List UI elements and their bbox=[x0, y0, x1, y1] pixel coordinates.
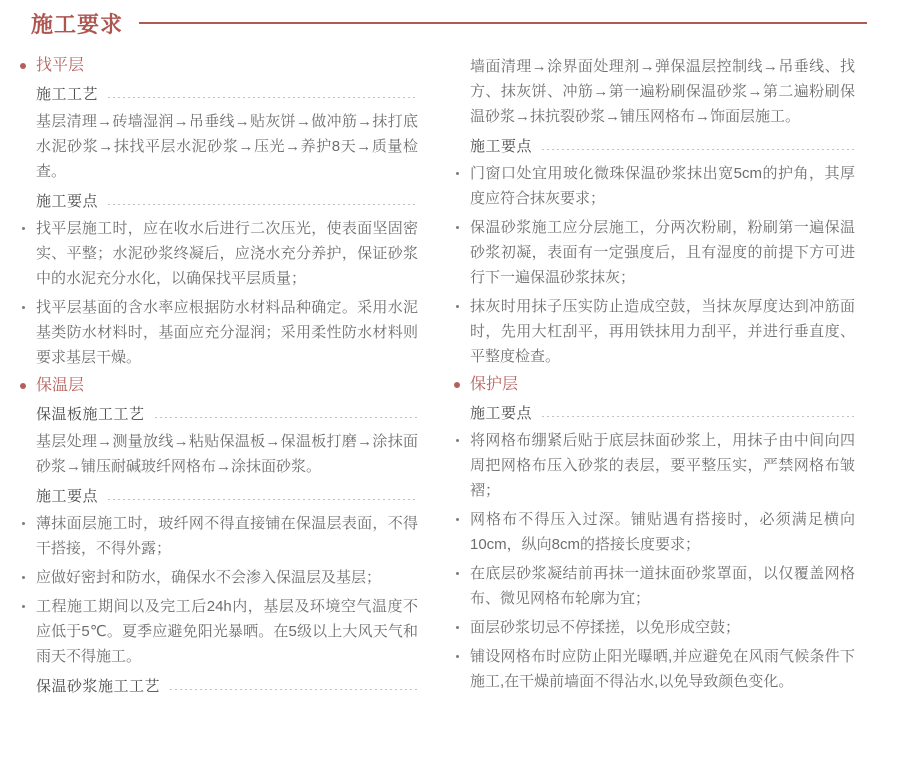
list-item bbox=[447, 615, 855, 640]
list-item-text: 网格布不得压入过深。铺贴遇有搭接时，必须满足横向10cm，纵向8cm的搭接长度要求； bbox=[470, 511, 855, 553]
list-item bbox=[447, 561, 855, 611]
subsection-header bbox=[13, 192, 418, 211]
subsection-header bbox=[13, 677, 418, 696]
dotted-leader-line bbox=[155, 417, 418, 418]
section-header bbox=[13, 375, 418, 397]
subsection-header bbox=[13, 405, 418, 424]
dotted-leader-line bbox=[108, 499, 418, 500]
list-item bbox=[447, 644, 855, 694]
section-bullet-icon bbox=[454, 382, 460, 388]
section-title: 找平层 bbox=[36, 57, 85, 74]
section-title: 保温层 bbox=[36, 377, 85, 394]
section-header bbox=[13, 55, 418, 77]
bullet-dot-icon bbox=[456, 305, 459, 308]
bullet-dot-icon bbox=[456, 518, 459, 521]
section-bullet-icon bbox=[20, 383, 26, 389]
list-item bbox=[13, 511, 418, 561]
subsection-title: 施工要点 bbox=[470, 138, 533, 155]
bullet-dot-icon bbox=[456, 226, 459, 229]
subsection-header bbox=[447, 137, 855, 156]
section-header bbox=[447, 374, 855, 396]
bullet-dot-icon bbox=[456, 626, 459, 629]
list-item-text: 找平层施工时，应在收水后进行二次压光，使表面坚固密实、平整；水泥砂浆终凝后，应浇水充分养护，保证砂浆中的水泥充分水化，以确保找平层质量； bbox=[36, 220, 418, 287]
column-left bbox=[13, 50, 418, 701]
subsection-title: 施工工艺 bbox=[36, 86, 99, 103]
list-item bbox=[447, 294, 855, 369]
page-title: 施工要求 bbox=[31, 12, 124, 37]
list-item-text: 薄抹面层施工时，玻纤网不得直接铺在保温层表面，不得干搭接，不得外露； bbox=[36, 515, 418, 557]
bullet-dot-icon bbox=[22, 306, 25, 309]
subsection-title: 保温砂浆施工工艺 bbox=[36, 678, 161, 695]
bullet-dot-icon bbox=[22, 576, 25, 579]
bullet-dot-icon bbox=[22, 605, 25, 608]
two-column-layout bbox=[13, 50, 867, 701]
list-item-text: 铺设网格布时应防止阳光曝晒,并应避免在风雨气候条件下施工,在干燥前墙面不得沾水,以免导致颜色变化。 bbox=[470, 648, 855, 690]
list-item-text: 面层砂浆切忌不停揉搓，以免形成空鼓； bbox=[470, 619, 741, 636]
bullet-dot-icon bbox=[456, 439, 459, 442]
list-item-text: 保温砂浆施工应分层施工，分两次粉刷，粉刷第一遍保温砂浆初凝，表面有一定强度后，且有湿度的前提下方可进行下一遍保温砂浆抹灰； bbox=[470, 219, 855, 286]
bullet-dot-icon bbox=[22, 522, 25, 525]
subsection-header bbox=[13, 487, 418, 506]
process-flow-paragraph bbox=[13, 429, 418, 479]
list-item bbox=[447, 507, 855, 557]
paragraph-text: 基层处理→测量放线→粘贴保温板→保温板打磨→涂抹面砂浆→铺压耐碱玻纤网格布→涂抹面砂浆。 bbox=[36, 433, 418, 475]
list-item bbox=[13, 565, 418, 590]
paragraph-text: 基层清理→砖墙湿润→吊垂线→贴灰饼→做冲筋→抹打底水泥砂浆→抹找平层水泥砂浆→压光→养护8天→质量检查。 bbox=[36, 113, 418, 180]
paragraph-text: 墙面清理→涂界面处理剂→弹保温层控制线→吊垂线、找方、抹灰饼、冲筋→第一遍粉刷保温砂浆→第二遍粉刷保温砂浆→抹抗裂砂浆→铺压网格布→饰面层施工。 bbox=[470, 58, 855, 125]
section-title: 保护层 bbox=[470, 376, 519, 393]
bullet-dot-icon bbox=[456, 572, 459, 575]
list-item bbox=[447, 161, 855, 211]
bullet-dot-icon bbox=[456, 172, 459, 175]
list-item bbox=[13, 216, 418, 291]
list-item-text: 应做好密封和防水，确保水不会渗入保温层及基层； bbox=[36, 569, 382, 586]
bullet-dot-icon bbox=[22, 227, 25, 230]
list-item-text: 抹灰时用抹子压实防止造成空鼓，当抹灰厚度达到冲筋面时，先用大杠刮平，再用铁抹用力刮平，并进行垂直度、平整度检查。 bbox=[470, 298, 855, 365]
list-item bbox=[447, 215, 855, 290]
subsection-header bbox=[13, 85, 418, 104]
bullet-dot-icon bbox=[456, 655, 459, 658]
list-item bbox=[13, 594, 418, 669]
process-flow-paragraph bbox=[13, 109, 418, 184]
list-item-text: 门窗口处宜用玻化微珠保温砂浆抹出宽5cm的护角，其厚度应符合抹灰要求； bbox=[470, 165, 855, 207]
subsection-title: 施工要点 bbox=[470, 405, 533, 422]
list-item-text: 在底层砂浆凝结前再抹一道抹面砂浆罩面，以仅覆盖网格布、微见网格布轮廓为宜； bbox=[470, 565, 855, 607]
list-item bbox=[447, 428, 855, 503]
dotted-leader-line bbox=[108, 97, 418, 98]
dotted-leader-line bbox=[542, 416, 855, 417]
dotted-leader-line bbox=[542, 149, 855, 150]
header-rule-line bbox=[139, 22, 867, 24]
list-item-text: 找平层基面的含水率应根据防水材料品种确定。采用水泥基类防水材料时，基面应充分湿润；采用柔性防水材料则要求基层干燥。 bbox=[36, 299, 418, 366]
dotted-leader-line bbox=[108, 204, 418, 205]
subsection-title: 施工要点 bbox=[36, 193, 99, 210]
section-bullet-icon bbox=[20, 63, 26, 69]
column-right bbox=[447, 50, 855, 701]
process-flow-paragraph bbox=[447, 54, 855, 129]
dotted-leader-line bbox=[170, 689, 418, 690]
subsection-title: 施工要点 bbox=[36, 488, 99, 505]
list-item-text: 将网格布绷紧后贴于底层抹面砂浆上，用抹子由中间向四周把网格布压入砂浆的表层，要平整压实，严禁网格布皱褶； bbox=[470, 432, 855, 499]
subsection-title: 保温板施工工艺 bbox=[36, 406, 145, 423]
subsection-header bbox=[447, 404, 855, 423]
list-item-text: 工程施工期间以及完工后24h内，基层及环境空气温度不应低于5℃。夏季应避免阳光暴晒。在5级以上大风天气和雨天不得施工。 bbox=[36, 598, 418, 665]
page-header bbox=[13, 12, 867, 38]
list-item bbox=[13, 295, 418, 370]
